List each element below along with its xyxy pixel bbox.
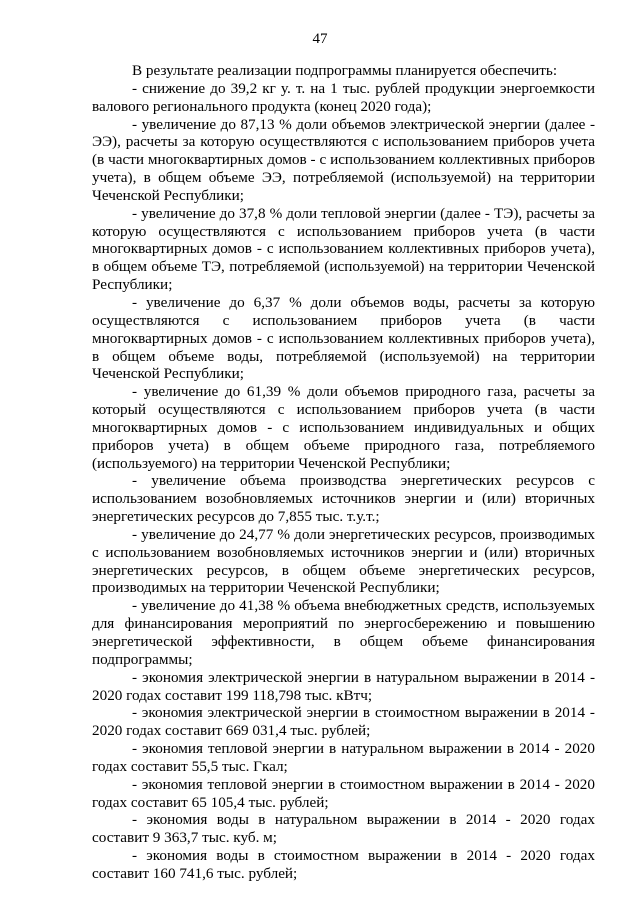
list-item-extrabudgetary-funds: - увеличение до 41,38 % объема внебюджетных средств, используемых для финансирования мероприятий по энергосбережению и повышению энергетической эффективности, в общем объеме финансирования подпрограммы; xyxy=(92,597,595,668)
list-item-electricity-metering: - увеличение до 87,13 % доли объемов электрической энергии (далее - ЭЭ), расчеты за которую осуществляются с использованием приборов учета (в части многоквартирных домов - с использованием коллективных приборов учета), в общем объеме ЭЭ, потребляемой (используемой) на территории Чеченской Республики; xyxy=(92,115,595,204)
list-item-electricity-savings-cost: - экономия электрической энергии в стоимостном выражении в 2014 - 2020 годах составит 669 031,4 тыс. рублей; xyxy=(92,704,595,740)
list-item-renewable-share: - увеличение до 24,77 % доли энергетических ресурсов, производимых с использованием возобновляемых источников энергии и (или) вторичных энергетических ресурсов, в общем объеме энергетических ресурсов, производимых на территории Чеченской Республики; xyxy=(92,525,595,597)
intro-paragraph: В результате реализации подпрограммы планируется обеспечить: xyxy=(132,62,558,79)
list-item-heat-metering: - увеличение до 37,8 % доли тепловой энергии (далее - ТЭ), расчеты за которую осуществляются с использованием приборов учета (в части многоквартирных домов - с использованием коллективных приборов учета), в общем объеме ТЭ, потребляемой (используемой) на территории Чеченской Республики; xyxy=(92,204,595,294)
page-number: 47 xyxy=(312,31,328,47)
list-item-electricity-savings-natural: - экономия электрической энергии в натуральном выражении в 2014 - 2020 годах составит 199 118,798 тыс. кВтч; xyxy=(92,668,595,704)
list-item-water-savings-natural: - экономия воды в натуральном выражении в 2014 - 2020 годах составит 9 363,7 тыс. куб. м; xyxy=(92,811,595,847)
list-item-water-savings-cost: - экономия воды в стоимостном выражении в 2014 - 2020 годах составит 160 741,6 тыс. рублей; xyxy=(92,847,595,882)
list-item-energy-intensity: - снижение до 39,2 кг у. т. на 1 тыс. рублей продукции энергоемкости валового регионального продукта (конец 2020 года); xyxy=(92,79,595,115)
list-item-gas-metering: - увеличение до 61,39 % доли объемов природного газа, расчеты за который осуществляются с использованием приборов учета (в части многоквартирных домов - с использованием индивидуальных и общих приборов учета) в общем объеме природного газа, потребляемого (используемого) на территории Чеченской Республики; xyxy=(92,383,595,472)
list-item-heat-savings-cost: - экономия тепловой энергии в стоимостном выражении в 2014 - 2020 годах составит 65 105,4 тыс. рублей; xyxy=(92,775,595,811)
list-item-heat-savings-natural: - экономия тепловой энергии в натуральном выражении в 2014 - 2020 годах составит 55,5 тыс. Гкал; xyxy=(92,740,595,775)
list-item-water-metering: - увеличение до 6,37 % доли объемов воды, расчеты за которую осуществляются с использованием приборов учета (в части многоквартирных домов - с использованием коллективных приборов учета), в общем объеме воды, потребляемой (используемой) на территории Чеченской Республики; xyxy=(92,293,595,383)
document-body xyxy=(92,62,595,883)
list-item-renewable-production: - увеличение объема производства энергетических ресурсов с использованием возобновляемых источников энергии и (или) вторичных энергетических ресурсов до 7,855 тыс. т.у.т.; xyxy=(92,472,595,526)
